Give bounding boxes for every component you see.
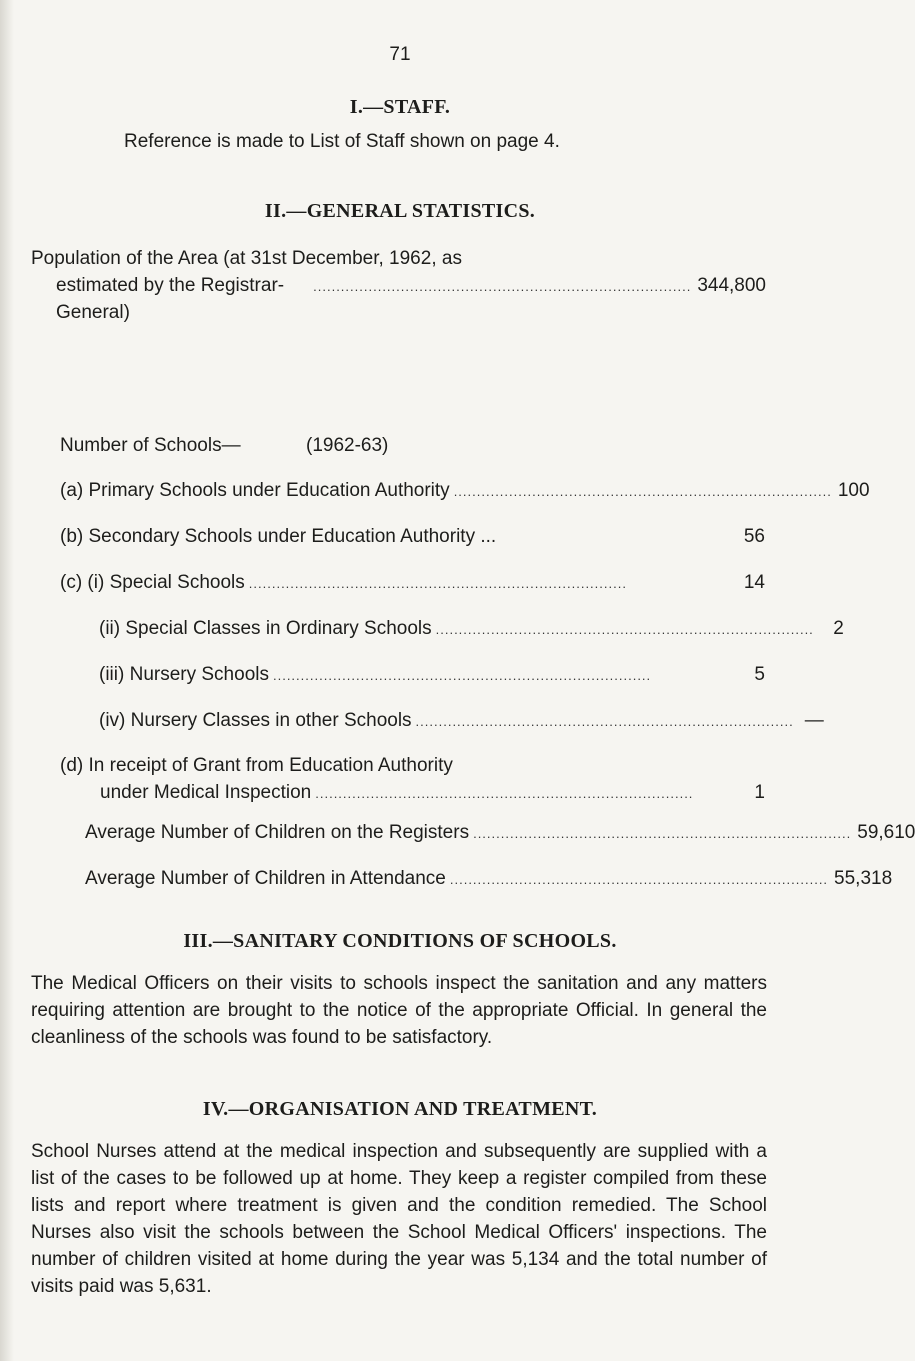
statistics-row: [60, 570, 765, 596]
page-number: 71: [389, 44, 411, 65]
statistics-row-label: (iv) Nursery Classes in other Schools: [99, 710, 412, 731]
sanitary-conditions-text: The Medical Officers on their visits to schools inspect the sanitation and any matters requiring attention are brought to the notice of the appropriate Official. In general the cleanliness of the schools was found to be satisfactory.: [31, 973, 767, 1048]
grant-label-line2: under Medical Inspection: [100, 782, 312, 803]
statistics-row-value: 14: [743, 572, 765, 593]
statistics-row: [60, 478, 870, 504]
statistics-row-label: (ii) Special Classes in Ordinary Schools: [99, 618, 432, 639]
grant-label-line1: (d) In receipt of Grant from Education Authority: [60, 755, 453, 776]
grant-row: [60, 752, 765, 807]
leader-dots: ..................................................................................: [435, 622, 814, 637]
statistics-row-label: (c) (i) Special Schools: [60, 572, 245, 593]
population-label-line1: Population of the Area (at 31st December, 1962, as: [31, 248, 462, 269]
statistics-row: [99, 662, 765, 688]
attendance-value: 55,318: [834, 868, 893, 889]
population-row: [31, 245, 766, 326]
grant-value: 1: [754, 782, 765, 803]
number-of-schools-line: [60, 433, 389, 459]
statistics-row-value: 100: [837, 480, 870, 501]
statistics-row-label: (a) Primary Schools under Education Authority: [60, 480, 450, 501]
population-label-line2: estimated by the Registrar-General): [56, 275, 285, 323]
leader-dots: ..................................................................................: [453, 484, 832, 499]
staff-text: Reference is made to List of Staff shown on page 4.: [124, 131, 560, 152]
attendance-row: [85, 866, 893, 892]
leader-dots: ..................................................................................: [449, 872, 829, 887]
leader-dots: ..................................................................................: [473, 826, 852, 841]
number-of-schools-label: Number of Schools—: [60, 435, 241, 456]
statistics-row-value: 56: [743, 526, 765, 547]
statistics-row: [99, 708, 824, 734]
statistics-row-value: —: [804, 710, 824, 731]
leader-dots: ..................................................................................: [313, 279, 692, 294]
statistics-row-value: 2: [833, 618, 844, 639]
sanitary-conditions-heading: III.—SANITARY CONDITIONS OF SCHOOLS.: [183, 930, 617, 952]
statistics-row: [60, 524, 765, 550]
organisation-treatment-heading: IV.—ORGANISATION AND TREATMENT.: [202, 1098, 598, 1120]
general-statistics-heading: II.—GENERAL STATISTICS.: [264, 200, 536, 222]
leader-dots: ..................................................................................: [415, 714, 794, 729]
school-year-label: (1962-63): [306, 435, 389, 456]
statistics-row-label: (iii) Nursery Schools: [99, 664, 269, 685]
statistics-row-label: (b) Secondary Schools under Education Authority ...: [60, 526, 497, 547]
registers-label: Average Number of Children on the Registers: [85, 822, 470, 843]
registers-value: 59,610: [857, 822, 915, 843]
leader-dots: ..................................................................................: [248, 576, 627, 591]
leader-dots: ..................................................................................: [315, 786, 694, 801]
staff-heading: I.—STAFF.: [349, 96, 451, 118]
statistics-row: [99, 616, 844, 642]
attendance-label: Average Number of Children in Attendance: [85, 868, 446, 889]
registers-row: [85, 820, 915, 846]
leader-dots: ..................................................................................: [272, 668, 652, 683]
population-value: 344,800: [697, 275, 766, 296]
statistics-row-value: 5: [754, 664, 765, 685]
organisation-treatment-text: School Nurses attend at the medical inspection and subsequently are supplied with a list of the cases to be followed up at home. They keep a register compiled from these lists and report where treatment is given and the condition remedied. The School Nurses also visit the schools between the School Medical Officers' inspections. The number of children visited at home during the year was 5,134 and the total number of visits paid was 5,631.: [31, 1141, 767, 1297]
